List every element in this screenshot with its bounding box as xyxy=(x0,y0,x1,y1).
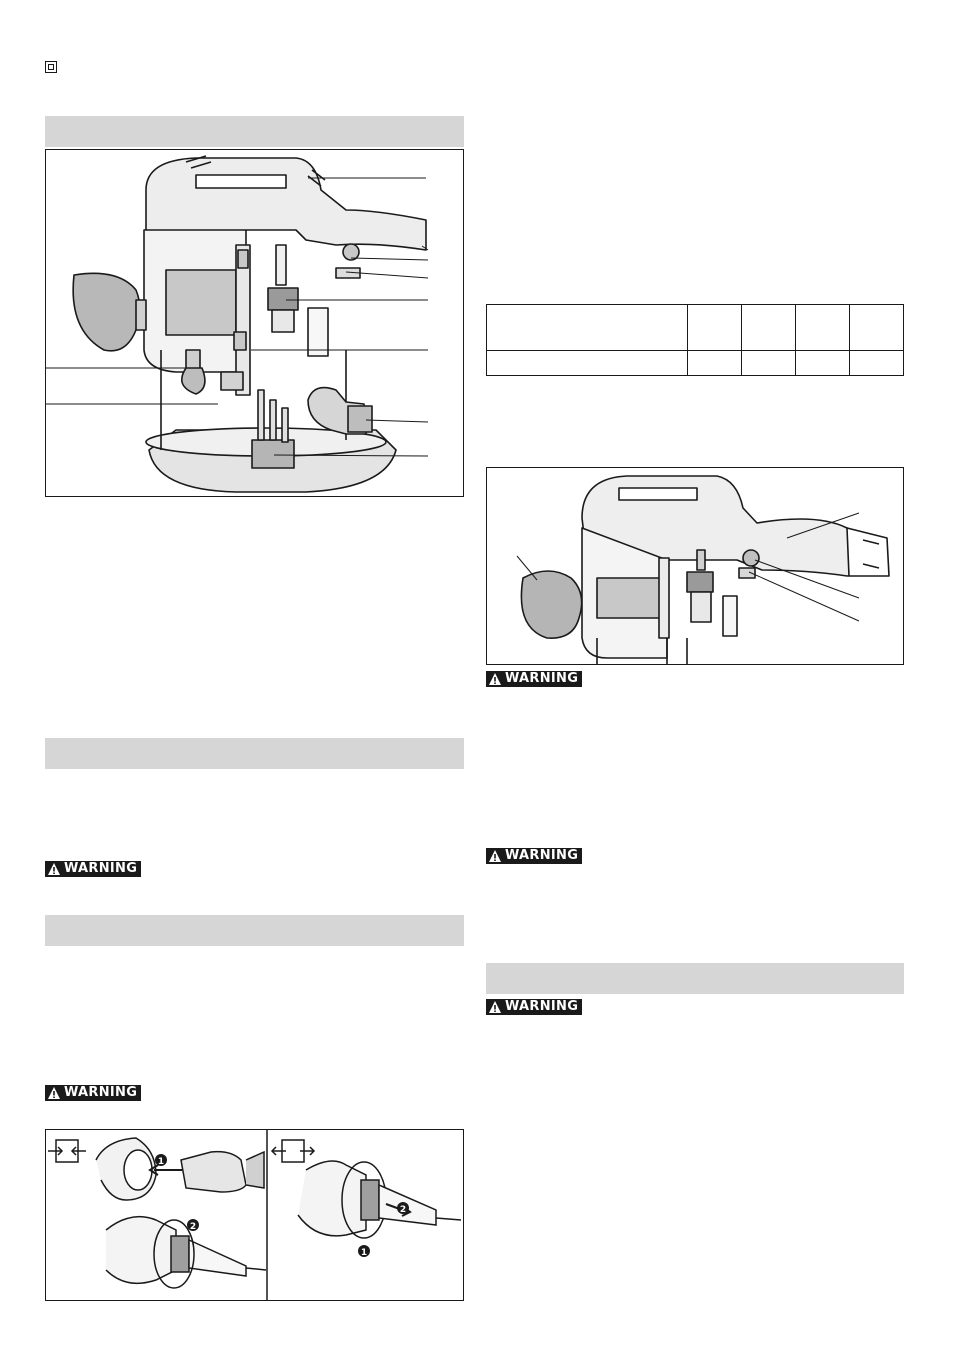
section-header-bar-3 xyxy=(45,915,464,946)
table-cell xyxy=(688,305,742,351)
table-cell xyxy=(688,351,742,376)
warning-triangle-icon xyxy=(488,672,502,686)
table-cell xyxy=(742,351,796,376)
connect-icon xyxy=(48,1140,86,1162)
warning-triangle-icon xyxy=(488,1000,502,1014)
warning-label: WARNING xyxy=(486,848,582,864)
svg-text:1: 1 xyxy=(360,1248,368,1258)
table-cell xyxy=(487,351,688,376)
table-cell xyxy=(796,351,850,376)
table-cell xyxy=(796,305,850,351)
disconnect-icon xyxy=(272,1140,314,1162)
spec-table xyxy=(486,304,904,376)
warning-triangle-icon xyxy=(488,849,502,863)
table-cell xyxy=(742,305,796,351)
router-handle-illustration xyxy=(487,468,903,664)
warning-triangle-icon xyxy=(47,1086,61,1100)
warning-label: WARNING xyxy=(45,1085,141,1101)
router-overview-figure xyxy=(45,149,464,497)
table-cell xyxy=(850,351,904,376)
table-cell xyxy=(487,305,688,351)
cord-illustration xyxy=(46,1130,463,1300)
router-handle-figure xyxy=(486,467,904,665)
section-header-bar-4 xyxy=(486,963,904,994)
svg-text:2: 2 xyxy=(189,1222,197,1232)
warning-label: WARNING xyxy=(45,861,141,877)
section-header-bar-1 xyxy=(45,116,464,147)
svg-text:1: 1 xyxy=(157,1157,165,1167)
cord-figure xyxy=(45,1129,464,1301)
section-header-bar-2 xyxy=(45,738,464,769)
warning-triangle-icon xyxy=(47,862,61,876)
table-cell xyxy=(850,305,904,351)
table-row xyxy=(487,351,904,376)
router-tool-illustration xyxy=(46,150,463,496)
warning-label: WARNING xyxy=(486,999,582,1015)
svg-text:2: 2 xyxy=(399,1205,407,1215)
warning-label: WARNING xyxy=(486,671,582,687)
double-insulation-square-icon xyxy=(45,61,57,73)
table-row xyxy=(487,305,904,351)
